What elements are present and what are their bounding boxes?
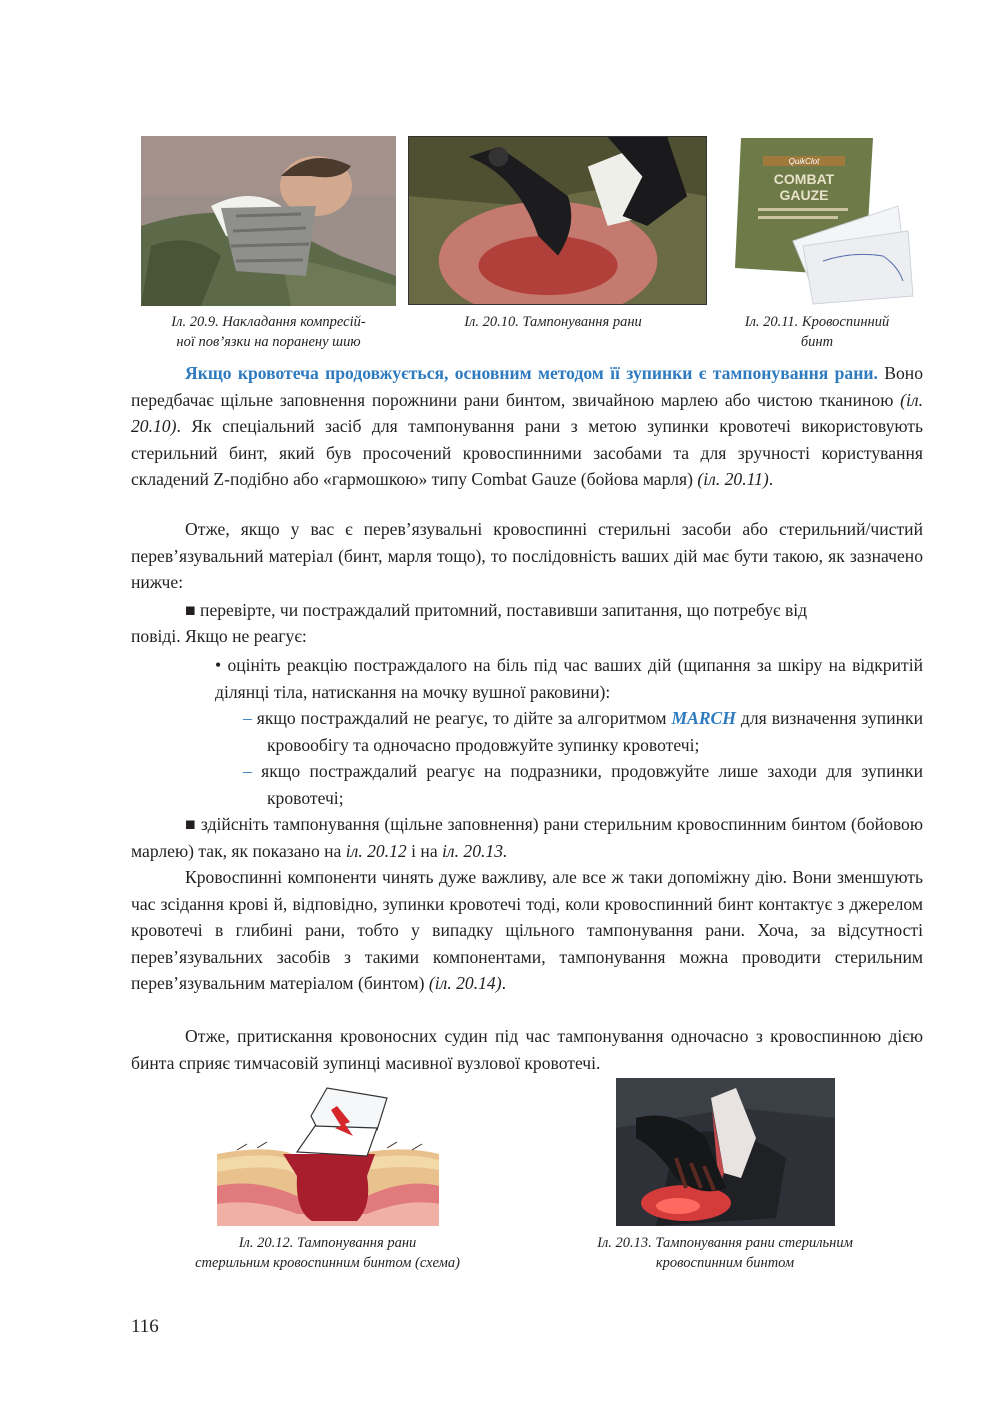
- figure-ref: (іл. 20.14): [428, 973, 502, 993]
- figure-20-12-diagram: [217, 1086, 439, 1226]
- dash-item-1: – якщо постраждалий не реагує, то дійте за алгоритмом MARCH для визначення зупинки кровообігу та одночасно продовжуйте зупинку кровотечі;: [243, 708, 923, 755]
- paragraph-4: Отже, притискання кровоносних судин під час тампонування одночасно з кровоспинною дією бинта сприяє тимчасовій зупинці масивної вузлової кровотечі.: [131, 1026, 923, 1073]
- figure-ref: іл. 20.12: [345, 840, 407, 861]
- svg-text:COMBAT: COMBAT: [773, 171, 835, 187]
- figure-20-9-photo: [141, 136, 396, 306]
- bullet-item-1-line-1: ■ перевірте, чи постраждалий притомний, поставивши запитання, що потребує від: [185, 600, 808, 620]
- figure-ref: (іл. 20.11): [697, 469, 769, 489]
- march-term: MARCH: [671, 708, 736, 728]
- figure-20-9-caption: Іл. 20.9. Накладання компресій- ної пов’язки на поранену шию: [171, 314, 366, 350]
- dash-item-2: – якщо постраждалий реагує на подразники, продовжуйте лише заходи для зупинки кровотечі;: [243, 761, 923, 808]
- figure-20-10-photo: [408, 136, 707, 305]
- figure-20-13-photo: [616, 1078, 835, 1226]
- paragraph-1: Якщо кровотеча продовжується, основним методом її зупинки є тампонування рани. Воно передбачає щільне заповнення порожнини рани бинтом, звичайною марлею або чистою тканиною (іл. 20.10). Як спеціальний засіб для тампонування рани з метою зупинки кровотечі використовують стерильний бинт, який був просочений кровоспинними засобами та для зручності користування складений Z-подібно або «гармошкою» типу Combat Gauze (бойова марля) (іл. 20.11).: [131, 363, 923, 489]
- dash-mark: –: [243, 708, 252, 728]
- figure-20-13-caption: Іл. 20.13. Тампонування рани стерильним кровоспинним бинтом: [597, 1235, 853, 1271]
- paragraph-3: Кровоспинні компоненти чинять дуже важливу, але все ж таки допоміжну дію. Вони зменшують час зсідання крові й, відповідно, зупинки кровотечі тоді, коли кровоспинний бинт контактує з джерелом кровотечі в глибині рани, тобто у випадку щільного тампонування рани. Хоча, за відсутності перев’язувальних засобів з такими компонентами, тампонування можна проводити стерильним перев’язувальним матеріалом (бинтом) (іл. 20.14).: [131, 867, 923, 993]
- bullet-item-1-line-2: повіді. Якщо не реагує:: [131, 626, 307, 646]
- sub-bullet-item: • оцініть реакцію постраждалого на біль під час ваших дій (щипання за шкіру на відкритій ділянці тіла, натискання на мочку вушної раковини):: [215, 655, 923, 702]
- svg-text:QuikClot: QuikClot: [788, 157, 820, 166]
- bullet-item-2: ■ здійсніть тампонування (щільне заповнення) рани стерильним кровоспинним бинтом (бойовою марлею) так, як показано на іл. 20.12 і на іл. 20.13.: [131, 814, 923, 861]
- figure-ref: іл. 20.13.: [442, 840, 508, 861]
- figure-20-12-caption: Іл. 20.12. Тампонування рани стерильним кровоспинним бинтом (схема): [195, 1235, 460, 1271]
- paragraph-2: Отже, якщо у вас є перев’язувальні кровоспинні стерильні засоби або стерильний/чистий перев’язувальний матеріал (бинт, марля тощо), то послідовність ваших дій має бути такою, як зазначено нижче:: [131, 519, 923, 592]
- page-number: 116: [131, 1316, 159, 1337]
- lead-sentence: Якщо кровотеча продовжується, основним методом її зупинки є тампонування рани.: [185, 363, 878, 383]
- figure-20-11-caption: Іл. 20.11. Кровоспинний бинт: [744, 314, 890, 350]
- figure-ref: (іл. 20.10): [131, 389, 923, 436]
- figure-20-10-caption: Іл. 20.10. Тампонування рани: [464, 314, 642, 330]
- svg-text:GAUZE: GAUZE: [779, 187, 829, 203]
- dash-mark: –: [243, 761, 252, 781]
- figure-20-11-photo: [723, 136, 916, 306]
